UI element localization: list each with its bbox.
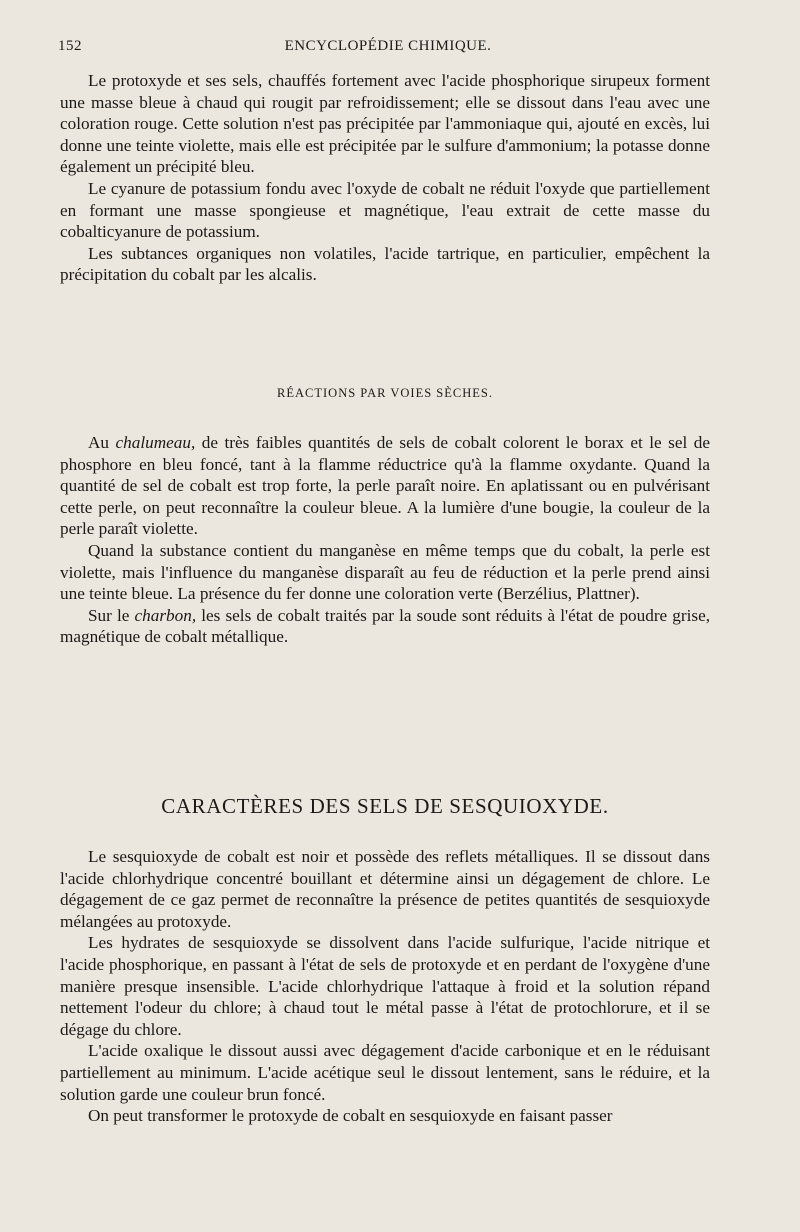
italic-term: chalumeau, — [115, 433, 196, 452]
section-heading-dry-reactions: RÉACTIONS PAR VOIES SÈCHES. — [277, 386, 493, 400]
paragraph: On peut transformer le protoxyde de cobalt en sesquioxyde en faisant passer — [88, 1106, 613, 1126]
running-head — [58, 38, 718, 62]
paragraph: Le sesquioxyde de cobalt est noir et possède des reflets métalliques. Il se dissout dans l'acide chlorhydrique concentré bouillant et détermine ainsi un dégagement de chlore. Le dégagement de ce gaz permet de reconnaître la présence de petites quantités de sesquioxyde mélangées au protoxyde. — [60, 847, 710, 931]
paragraph: Les hydrates de sesquioxyde se dissolvent dans l'acide sulfurique, l'acide nitrique et l'acide phosphorique, en passant à l'état de sels de protoxyde et en perdant de l'oxygène d'une manière presque insensible. L'acide chlorhydrique l'attaque à froid et la solution répand nettement l'odeur du chlore; à chaud tout le métal passe à l'état de protochlorure, et il se dégage du chlore. — [60, 933, 710, 1039]
page-number: 152 — [58, 38, 82, 54]
paragraph: L'acide oxalique le dissout aussi avec dégagement d'acide carbonique et en le réduisant partiellement au minimum. L'acide acétique seul le dissout lentement, sans le réduire, et la solution garde une couleur brun foncé. — [60, 1041, 710, 1104]
paragraph: Le cyanure de potassium fondu avec l'oxyde de cobalt ne réduit l'oxyde que partiellement en formant une masse spongieuse et magnétique, l'eau extrait de cette masse du cobalticyanure de potassium. — [60, 178, 710, 242]
paragraph: Quand la substance contient du manganèse en même temps que du cobalt, la perle est violette, mais l'influence du manganèse disparaît au feu de réduction et la perle prend ainsi une teinte bleue. La présence du fer donne une coloration verte (Berzélius, Plattner). — [60, 540, 710, 604]
intro-text — [60, 70, 710, 286]
italic-term: charbon, — [134, 605, 197, 625]
sesquioxide-text — [60, 846, 710, 1127]
paragraph: Au chalumeau, de très faibles quantités de sels de cobalt colorent le borax et le sel de phosphore en bleu foncé, tant à la flamme réductrice qu'à la flamme oxydante. Quand la quantité de sel de cobalt est trop forte, la perle paraît noire. En aplatissant ou en pulvérisant cette perle, on peut reconnaître la couleur bleue. A la lumière d'une bougie, la couleur de la perle paraît violette. — [60, 433, 710, 539]
section-heading-sesquioxide: CARACTÈRES DES SELS DE SESQUIOXYDE. — [161, 794, 609, 818]
paragraph: Le protoxyde et ses sels, chauffés fortement avec l'acide phosphorique sirupeux forment une masse bleue à chaud qui rougit par refroidissement; elle se dissout dans l'eau avec une coloration rouge. Cette solution n'est pas précipitée par l'ammoniaque qui, ajouté en excès, lui donne une teinte violette, mais elle est précipitée par le sulfure d'ammonium; la potasse donne également un précipité bleu. — [60, 71, 710, 177]
paragraph: Sur le charbon, les sels de cobalt traités par la soude sont réduits à l'état de poudre grise, magnétique de cobalt métallique. — [60, 605, 711, 647]
paragraph: Les subtances organiques non volatiles, l'acide tartrique, en particulier, empêchent la précipitation du cobalt par les alcalis. — [60, 243, 710, 285]
running-title: ENCYCLOPÉDIE CHIMIQUE. — [284, 38, 492, 54]
dry-reactions-text — [60, 432, 710, 648]
